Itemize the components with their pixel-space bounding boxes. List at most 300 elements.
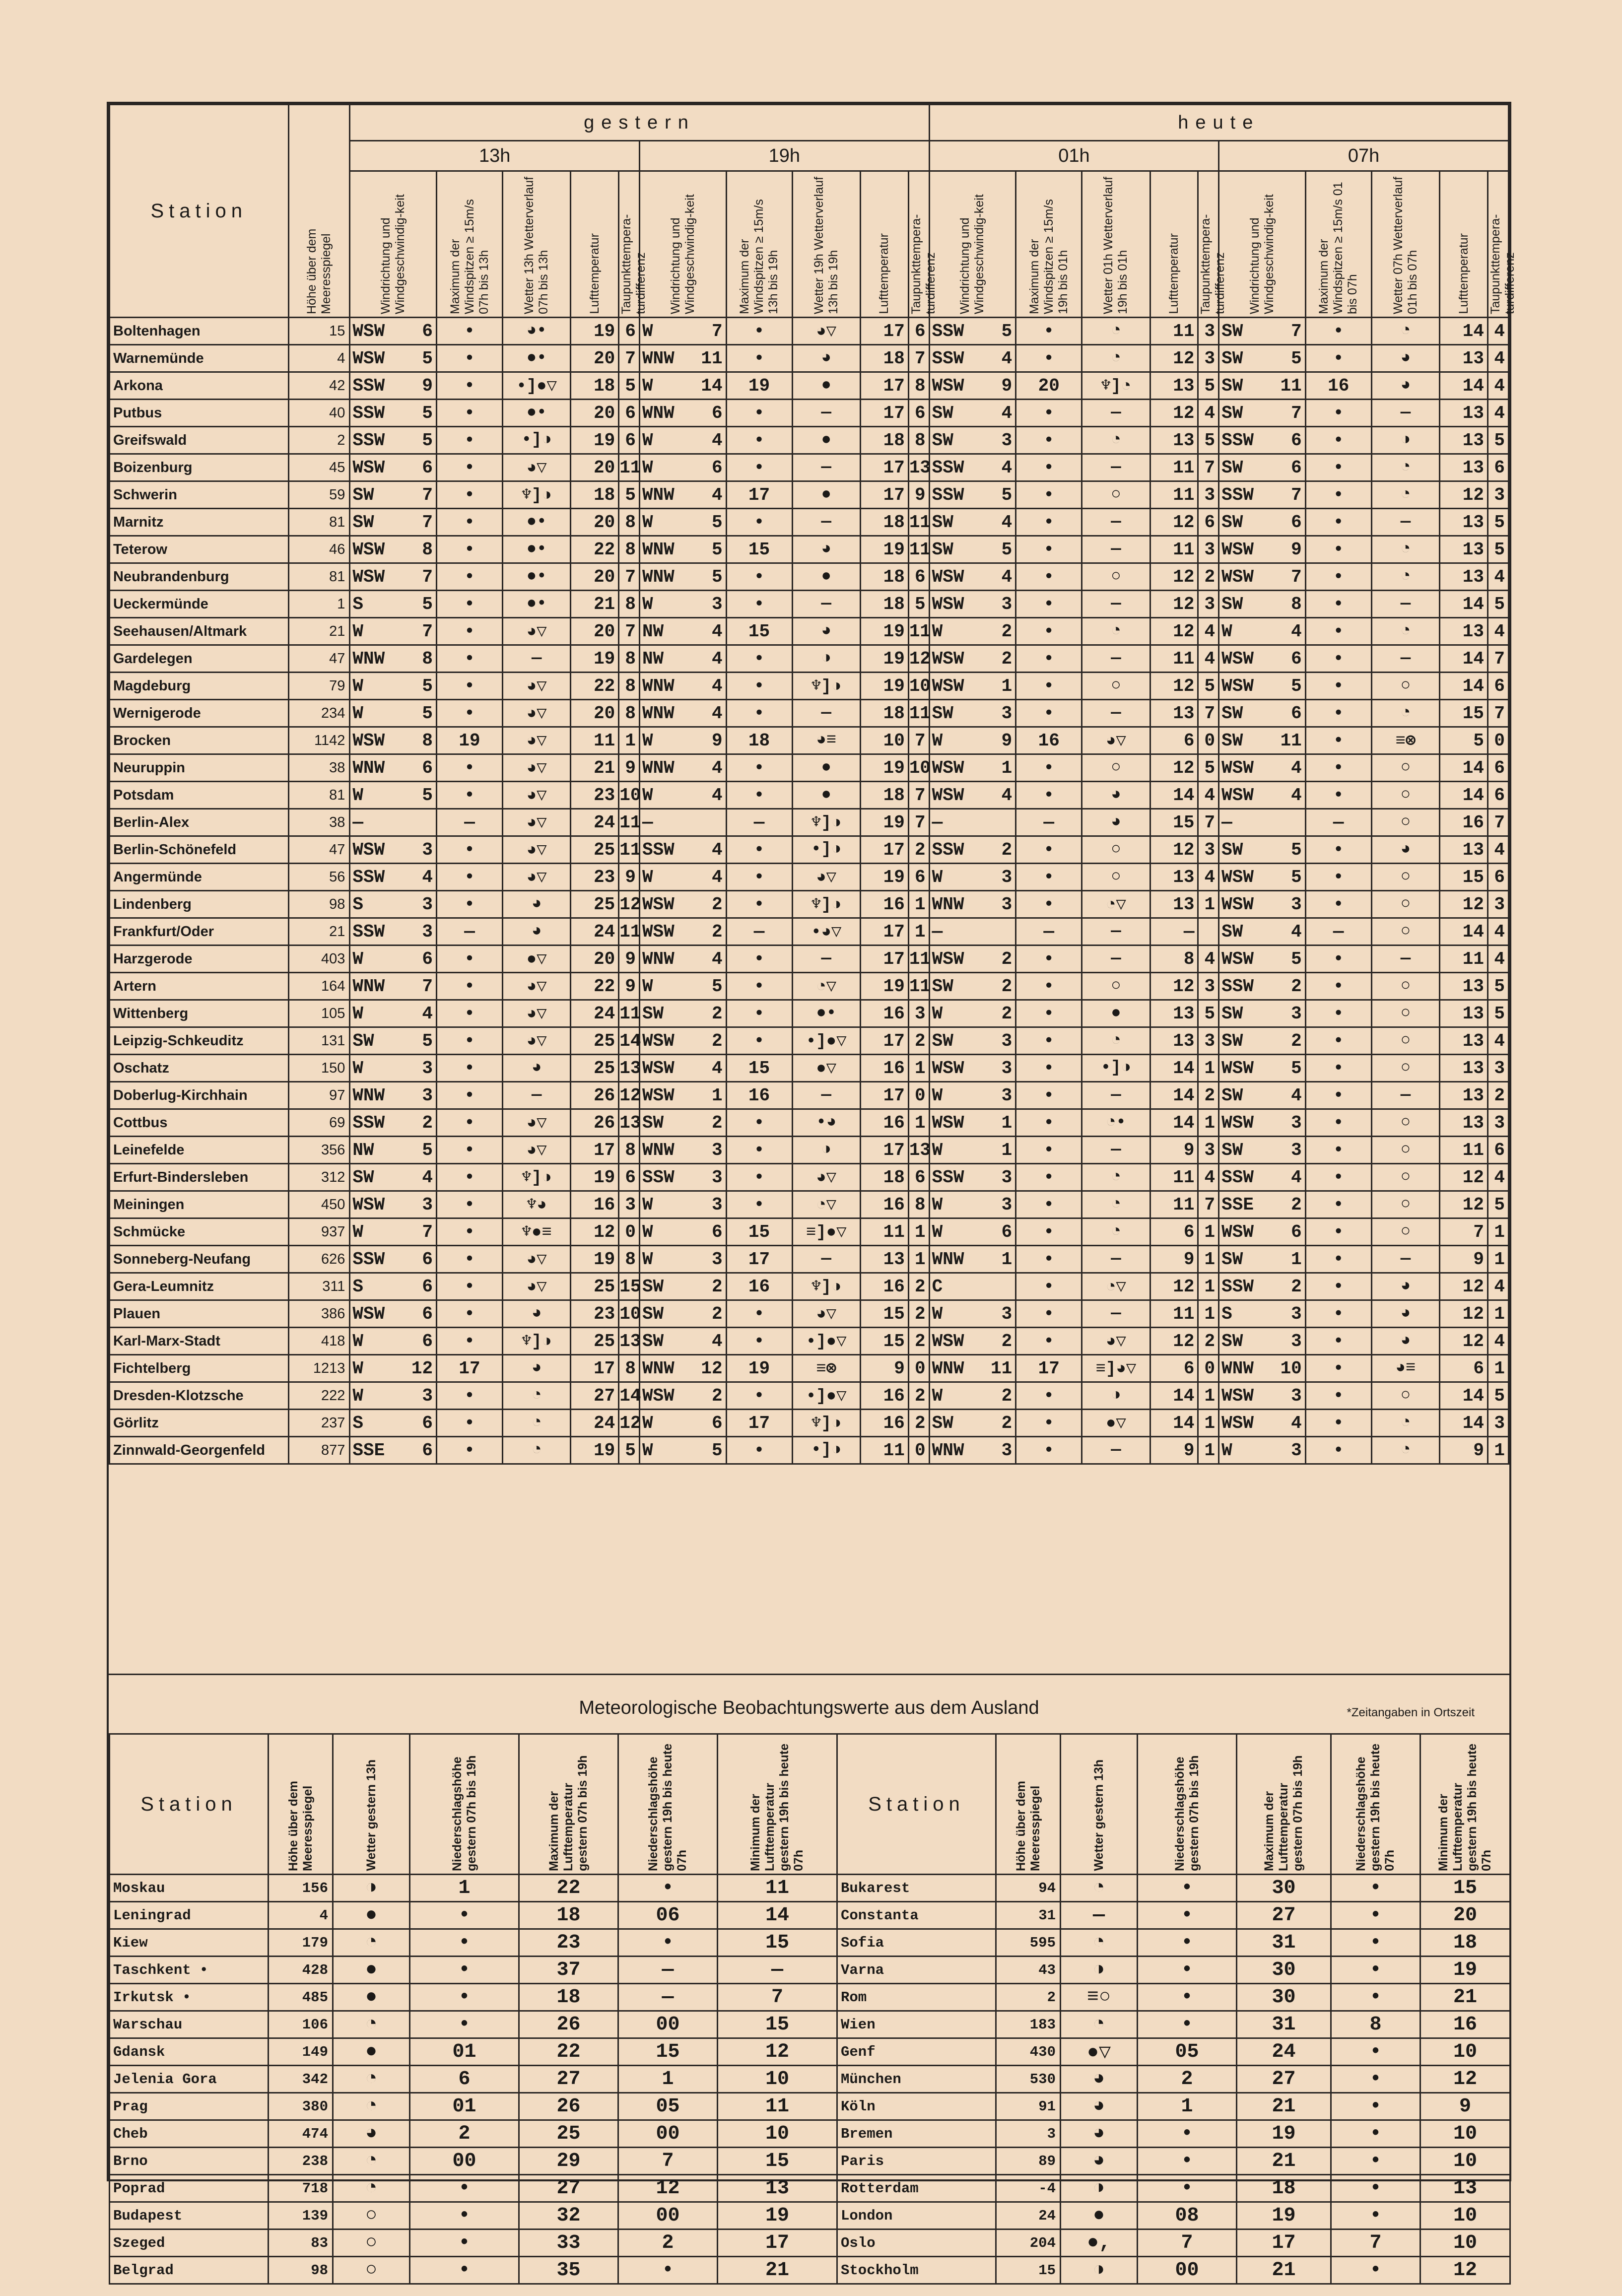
weather-symbol-19: ● [792, 754, 860, 782]
precipitation-night: — [618, 1957, 718, 1984]
wind-max-19: — [726, 918, 792, 945]
wind-speed-01: 2 [991, 618, 1016, 645]
weather-symbol-01: — [1082, 400, 1150, 427]
wind-speed-01: 3 [991, 1055, 1016, 1082]
table-row [110, 1273, 1509, 1300]
wind-speed-13: 7 [411, 481, 437, 509]
wind-speed-19: 6 [701, 1410, 726, 1437]
wind-speed-01 [991, 918, 1016, 945]
min-temperature: 19 [1420, 1957, 1510, 1984]
wind-max-19: 17 [726, 1410, 792, 1437]
station-name: Rom [837, 1984, 996, 2011]
weather-symbol-13: ♆]◑ [502, 1164, 570, 1191]
station-elevation: 31 [996, 1902, 1061, 1929]
wind-speed-07: 6 [1281, 509, 1306, 536]
wind-max-13: • [437, 618, 503, 645]
wind-direction-13: W [350, 1055, 411, 1082]
air-temperature-13: 25 [571, 1273, 619, 1300]
wind-max-13: • [437, 318, 503, 345]
table-row [110, 782, 1509, 809]
wind-direction-13: SW [350, 1164, 411, 1191]
wind-speed-13: 6 [411, 1328, 437, 1355]
weather-symbol-07: ◔ [1371, 536, 1439, 563]
max-temperature: 35 [519, 2257, 618, 2284]
wind-speed-07: 4 [1281, 618, 1306, 645]
wind-direction-19: WNW [639, 754, 701, 782]
wind-direction-07: SW [1219, 918, 1281, 945]
wind-direction-07: SW [1219, 727, 1281, 754]
weather-symbol-13: ◕▽ [502, 454, 570, 481]
air-temperature-07: 13 [1440, 973, 1488, 1000]
heute-header: heute [929, 105, 1508, 141]
air-temperature-13: 27 [571, 1382, 619, 1410]
dewpoint-diff-01: 4 [1198, 782, 1219, 809]
wind-direction-19: WNW [639, 673, 701, 700]
dewpoint-diff-19: 13 [908, 454, 929, 481]
air-temperature-19: 16 [860, 1109, 908, 1137]
precipitation-night: • [1331, 1957, 1420, 1984]
station-elevation: 450 [288, 1191, 350, 1218]
wind-direction-07: SW [1219, 1328, 1281, 1355]
wind-max-01: — [1016, 809, 1082, 836]
min-temperature: 14 [718, 1902, 837, 1929]
station-name: Cottbus [110, 1109, 289, 1137]
wind-speed-13: 6 [411, 945, 437, 973]
wind-speed-01: 2 [991, 645, 1016, 673]
dewpoint-diff-07: 4 [1488, 1027, 1509, 1055]
wind-speed-19: 2 [701, 1300, 726, 1328]
wind-speed-19: 4 [701, 754, 726, 782]
wind-speed-13: 3 [411, 891, 437, 918]
foreign-elev-header: Höhe über dem Meeresspiegel [269, 1734, 333, 1875]
weather-symbol-07: ○ [1371, 1382, 1439, 1410]
station-name: Prag [110, 2093, 269, 2120]
precipitation-day: • [1138, 2011, 1237, 2038]
wind-direction-07: SW [1219, 345, 1281, 372]
air-temperature-01: 14 [1150, 1055, 1198, 1082]
wind-direction-13: SW [350, 509, 411, 536]
wind-max-19: • [726, 864, 792, 891]
wind-max-07: — [1305, 809, 1371, 836]
station-name: Zinnwald-Georgenfeld [110, 1437, 289, 1464]
station-name: Gera-Leumnitz [110, 1273, 289, 1300]
precipitation-night: • [1331, 2148, 1420, 2175]
weather-symbol-13: ◕▽ [502, 836, 570, 864]
weather-symbol: ◔ [333, 2175, 410, 2202]
weather-symbol-07: ◕ [1371, 372, 1439, 400]
weather-symbol-07: ○ [1371, 1109, 1439, 1137]
air-temperature-01: 13 [1150, 1027, 1198, 1055]
wind-speed-19 [701, 809, 726, 836]
weather-symbol-19: — [792, 509, 860, 536]
table-row [837, 2066, 1510, 2093]
wind-speed-07: 5 [1281, 1055, 1306, 1082]
wind-direction-13: W [350, 1328, 411, 1355]
wind-max-01: • [1016, 1246, 1082, 1273]
air-temperature-13: 25 [571, 1055, 619, 1082]
weather-symbol-07: — [1371, 1246, 1439, 1273]
min-temperature: 21 [718, 2257, 837, 2284]
gestern-header: gestern [350, 105, 929, 141]
weather-symbol-13: •]●▽ [502, 372, 570, 400]
wind-speed-13: 3 [411, 918, 437, 945]
wind-07-header: Windrichtung und Windgeschwindig-keit [1219, 171, 1306, 318]
weather-symbol-01: ◔ [1082, 1218, 1150, 1246]
wind-speed-19: 4 [701, 782, 726, 809]
wind-max-07: • [1305, 700, 1371, 727]
wind-max-19: • [726, 782, 792, 809]
wind-speed-07: 5 [1281, 673, 1306, 700]
dewpoint-diff-19: 2 [908, 1328, 929, 1355]
wind-speed-07: 4 [1281, 1164, 1306, 1191]
weather-symbol-07: ◕ [1371, 345, 1439, 372]
precipitation-night: 1 [618, 2066, 718, 2093]
wind-speed-19: 2 [701, 1000, 726, 1027]
wind-speed-13: 8 [411, 645, 437, 673]
dewpoint-diff-13: 11 [619, 1000, 640, 1027]
wind-speed-13: 5 [411, 700, 437, 727]
wind-speed-01: 2 [991, 836, 1016, 864]
wind-max-07: • [1305, 1000, 1371, 1027]
table-row [110, 864, 1509, 891]
time-13h: 13h [350, 141, 640, 171]
dewpoint-diff-13: 9 [619, 973, 640, 1000]
station-name: Bukarest [837, 1875, 996, 1902]
wind-speed-07: 3 [1281, 1437, 1306, 1464]
wind-max-01: • [1016, 591, 1082, 618]
dewpoint-diff-07: 7 [1488, 645, 1509, 673]
station-elevation: 149 [269, 2038, 333, 2066]
max-temperature: 29 [519, 2148, 618, 2175]
station-elevation: 312 [288, 1164, 350, 1191]
station-elevation: 81 [288, 563, 350, 591]
wind-speed-07: 3 [1281, 1137, 1306, 1164]
weather-symbol-01: ◔ [1082, 1164, 1150, 1191]
dewpoint-diff-19: 9 [908, 481, 929, 509]
dewpoint-diff-13: 10 [619, 1300, 640, 1328]
wind-max-13: • [437, 1437, 503, 1464]
dewpoint-diff-07: 7 [1488, 809, 1509, 836]
weather-symbol-19: — [792, 1246, 860, 1273]
weather-symbol-07: ◕ [1371, 1273, 1439, 1300]
wind-direction-19: SW [639, 1000, 701, 1027]
station-name: Magdeburg [110, 673, 289, 700]
table-row [837, 1929, 1510, 1957]
weather-symbol-19: •]●▽ [792, 1382, 860, 1410]
dewpoint-diff-19: 2 [908, 1382, 929, 1410]
wind-speed-13: 6 [411, 1273, 437, 1300]
wind-max-07: • [1305, 1300, 1371, 1328]
weather-symbol-13: ◕▽ [502, 809, 570, 836]
weather-symbol-19: ◕ [792, 536, 860, 563]
wind-direction-01: W [929, 864, 991, 891]
wind-speed-13: 5 [411, 673, 437, 700]
wind-speed-19: 5 [701, 1437, 726, 1464]
weather-symbol-01: — [1082, 1300, 1150, 1328]
dewpoint-diff-07: 1 [1488, 1300, 1509, 1328]
wind-max-19: • [726, 427, 792, 454]
wind-speed-19: 4 [701, 864, 726, 891]
foreign-table-right [836, 1733, 1511, 2285]
wind-direction-19: SW [639, 1328, 701, 1355]
wind-speed-01: 4 [991, 400, 1016, 427]
table-row [110, 400, 1509, 427]
dewpoint-diff-01: 5 [1198, 372, 1219, 400]
dewpoint-diff-07: 5 [1488, 1000, 1509, 1027]
wind-speed-07: 5 [1281, 945, 1306, 973]
wind-speed-19: 5 [701, 563, 726, 591]
weather-symbol: ● [1061, 2202, 1138, 2229]
air-temperature-07: 11 [1440, 945, 1488, 973]
weather-symbol-01: — [1082, 1082, 1150, 1109]
wx-01-header: Wetter 01h Wetterverlauf 19h bis 01h [1082, 171, 1150, 318]
temp-19-header: Lufttemperatur [860, 171, 908, 318]
dewpoint-diff-19: 2 [908, 1300, 929, 1328]
weather-symbol-13: •]◑ [502, 427, 570, 454]
air-temperature-07: 7 [1440, 1218, 1488, 1246]
dewpoint-diff-13: 14 [619, 1027, 640, 1055]
wind-max-19: • [726, 836, 792, 864]
wind-max-07: • [1305, 891, 1371, 918]
weather-symbol-01: — [1082, 536, 1150, 563]
wind-max-13: • [437, 1246, 503, 1273]
air-temperature-01: 13 [1150, 427, 1198, 454]
air-temperature-01: 6 [1150, 1355, 1198, 1382]
dewpoint-diff-13: 5 [619, 481, 640, 509]
precipitation-night: • [1331, 1929, 1420, 1957]
wind-speed-19: 3 [701, 1246, 726, 1273]
table-row [110, 563, 1509, 591]
air-temperature-13: 19 [571, 1164, 619, 1191]
wind-max-19: • [726, 1164, 792, 1191]
dewpoint-diff-13: 9 [619, 864, 640, 891]
wind-max-07: • [1305, 1273, 1371, 1300]
air-temperature-01: 11 [1150, 1191, 1198, 1218]
wind-max-01: • [1016, 754, 1082, 782]
wind-speed-19: 2 [701, 1109, 726, 1137]
weather-symbol-07: ◔ [1371, 618, 1439, 645]
wind-direction-07: WSW [1219, 1109, 1281, 1137]
table-row [110, 454, 1509, 481]
air-temperature-19: 19 [860, 809, 908, 836]
wind-max-07: • [1305, 1410, 1371, 1437]
weather-symbol: ●, [1061, 2229, 1138, 2257]
station-name: Wien [837, 2011, 996, 2038]
weather-symbol-19: ♆]◑ [792, 673, 860, 700]
wind-direction-01: WSW [929, 563, 991, 591]
max-temperature: 25 [519, 2120, 618, 2148]
air-temperature-07: 9 [1440, 1246, 1488, 1273]
dewpoint-diff-19: 7 [908, 345, 929, 372]
wind-speed-01: 11 [991, 1355, 1016, 1382]
wind-direction-01: WSW [929, 1055, 991, 1082]
station-name: Wittenberg [110, 1000, 289, 1027]
wind-direction-07: WNW [1219, 1355, 1281, 1382]
dewpoint-diff-01: 3 [1198, 536, 1219, 563]
wind-speed-13: 5 [411, 1137, 437, 1164]
wind-direction-13: W [350, 1355, 411, 1382]
wind-direction-19: WSW [639, 918, 701, 945]
dewpoint-diff-01: 7 [1198, 1191, 1219, 1218]
wind-speed-13: 5 [411, 591, 437, 618]
table-row [837, 2038, 1510, 2066]
weather-symbol: ◕ [1061, 2066, 1138, 2093]
table-row [110, 1382, 1509, 1410]
wind-direction-19: WNW [639, 563, 701, 591]
weather-symbol-01: ◔▽ [1082, 1273, 1150, 1300]
time-01h: 01h [929, 141, 1219, 171]
foreign-section-header [109, 1674, 1509, 1735]
wind-max-19: • [726, 563, 792, 591]
dewpoint-diff-13: 6 [619, 1164, 640, 1191]
station-elevation: 311 [288, 1273, 350, 1300]
weather-symbol: ≡○ [1061, 1984, 1138, 2011]
min-temperature: — [718, 1957, 837, 1984]
air-temperature-01: 12 [1150, 673, 1198, 700]
wind-max-13: • [437, 973, 503, 1000]
dewpoint-diff-19: 6 [908, 400, 929, 427]
wind-direction-13: WNW [350, 645, 411, 673]
weather-symbol-07: ◑ [1371, 427, 1439, 454]
dewpoint-diff-01: 5 [1198, 673, 1219, 700]
wind-max-01: • [1016, 1082, 1082, 1109]
air-temperature-13: 18 [571, 372, 619, 400]
precipitation-night: • [1331, 2202, 1420, 2229]
dewpoint-diff-13: 8 [619, 1246, 640, 1273]
station-elevation: 83 [269, 2229, 333, 2257]
air-temperature-01: 12 [1150, 618, 1198, 645]
station-name: Sonneberg-Neufang [110, 1246, 289, 1273]
dewpoint-diff-19: 11 [908, 618, 929, 645]
wind-max-07: • [1305, 1382, 1371, 1410]
wind-max-13: • [437, 536, 503, 563]
weather-symbol: ○ [333, 2202, 410, 2229]
wind-speed-07: 6 [1281, 1218, 1306, 1246]
precipitation-night: • [1331, 1984, 1420, 2011]
weather-symbol-13: ◕▽ [502, 1109, 570, 1137]
air-temperature-01: 12 [1150, 509, 1198, 536]
wind-speed-07: 11 [1281, 372, 1306, 400]
wind-max-07: • [1305, 1218, 1371, 1246]
dewpoint-diff-19: 11 [908, 509, 929, 536]
wind-speed-01: 3 [991, 700, 1016, 727]
air-temperature-01: 14 [1150, 1382, 1198, 1410]
station-name: Ueckermünde [110, 591, 289, 618]
weather-symbol-01: — [1082, 700, 1150, 727]
wind-direction-13: W [350, 1000, 411, 1027]
station-name: Marnitz [110, 509, 289, 536]
wind-speed-07: 3 [1281, 1382, 1306, 1410]
station-name: Bremen [837, 2120, 996, 2148]
weather-symbol-13: ●▽ [502, 945, 570, 973]
weather-symbol-07: ○ [1371, 754, 1439, 782]
wind-speed-19: 1 [701, 1082, 726, 1109]
wind-direction-13: SSW [350, 427, 411, 454]
dewpoint-diff-19: 8 [908, 1191, 929, 1218]
station-elevation: 3 [996, 2120, 1061, 2148]
wind-speed-13: 6 [411, 1300, 437, 1328]
weather-symbol-07: ◔ [1371, 454, 1439, 481]
dewpoint-diff-19: 1 [908, 1246, 929, 1273]
station-elevation: 81 [288, 782, 350, 809]
air-temperature-01: 11 [1150, 481, 1198, 509]
wind-speed-13: 3 [411, 836, 437, 864]
wind-speed-13: 7 [411, 973, 437, 1000]
air-temperature-19: 16 [860, 1410, 908, 1437]
elevation-header: Höhe über dem Meeresspiegel [288, 105, 350, 318]
wind-max-13: • [437, 1328, 503, 1355]
weather-symbol: ◔ [333, 1929, 410, 1957]
wind-max-19: — [726, 809, 792, 836]
wind-direction-01: W [929, 1191, 991, 1218]
dewpoint-diff-07: 6 [1488, 754, 1509, 782]
precipitation-day: • [410, 1929, 519, 1957]
precipitation-night: 00 [618, 2011, 718, 2038]
wind-max-13: • [437, 372, 503, 400]
wind-speed-07: 3 [1281, 1300, 1306, 1328]
station-name: Köln [837, 2093, 996, 2120]
precipitation-night: 12 [618, 2175, 718, 2202]
air-temperature-13: 16 [571, 1191, 619, 1218]
max-13-header: Maximum der Windspitzen ≥ 15m/s 07h bis 13h [437, 171, 503, 318]
station-elevation: 94 [996, 1875, 1061, 1902]
max-temperature: 21 [1237, 2257, 1331, 2284]
dewpoint-diff-07: 4 [1488, 836, 1509, 864]
air-temperature-19: 15 [860, 1328, 908, 1355]
wind-speed-01: 1 [991, 673, 1016, 700]
min-temperature: 12 [718, 2038, 837, 2066]
dew-19-header: Taupunkttempera-turdifferenz [908, 171, 929, 318]
table-row [110, 1875, 837, 1902]
wind-direction-01: WSW [929, 754, 991, 782]
station-elevation: 179 [269, 1929, 333, 1957]
weather-symbol-01: ○ [1082, 563, 1150, 591]
wind-max-19: • [726, 1382, 792, 1410]
station-elevation: -4 [996, 2175, 1061, 2202]
air-temperature-01: 12 [1150, 1273, 1198, 1300]
wind-direction-19: WSW [639, 891, 701, 918]
air-temperature-07: 13 [1440, 345, 1488, 372]
weather-symbol-01: •]◑ [1082, 1055, 1150, 1082]
dewpoint-diff-07: 1 [1488, 1246, 1509, 1273]
wind-speed-13: 3 [411, 1082, 437, 1109]
station-name: Gardelegen [110, 645, 289, 673]
station-name: Schwerin [110, 481, 289, 509]
weather-symbol-13: ◕▽ [502, 1137, 570, 1164]
foreign-elev-header-2: Höhe über dem Meeresspiegel [996, 1734, 1061, 1875]
wind-direction-01: WSW [929, 945, 991, 973]
wind-direction-13: WSW [350, 836, 411, 864]
table-row [110, 2257, 837, 2284]
air-temperature-07: 13 [1440, 618, 1488, 645]
table-row [110, 673, 1509, 700]
wind-direction-07: WSW [1219, 891, 1281, 918]
weather-symbol-19: •]◑ [792, 836, 860, 864]
wind-direction-19: W [639, 591, 701, 618]
station-elevation: 877 [288, 1437, 350, 1464]
weather-symbol: ◑ [1061, 2175, 1138, 2202]
wind-max-19: • [726, 673, 792, 700]
wind-direction-19: WNW [639, 700, 701, 727]
station-elevation: 1142 [288, 727, 350, 754]
wind-max-07: • [1305, 563, 1371, 591]
air-temperature-07: 12 [1440, 1164, 1488, 1191]
wind-speed-13: 6 [411, 1246, 437, 1273]
wind-max-19: 15 [726, 1055, 792, 1082]
wind-max-13: • [437, 645, 503, 673]
table-row [110, 2093, 837, 2120]
dewpoint-diff-13: 12 [619, 1410, 640, 1437]
